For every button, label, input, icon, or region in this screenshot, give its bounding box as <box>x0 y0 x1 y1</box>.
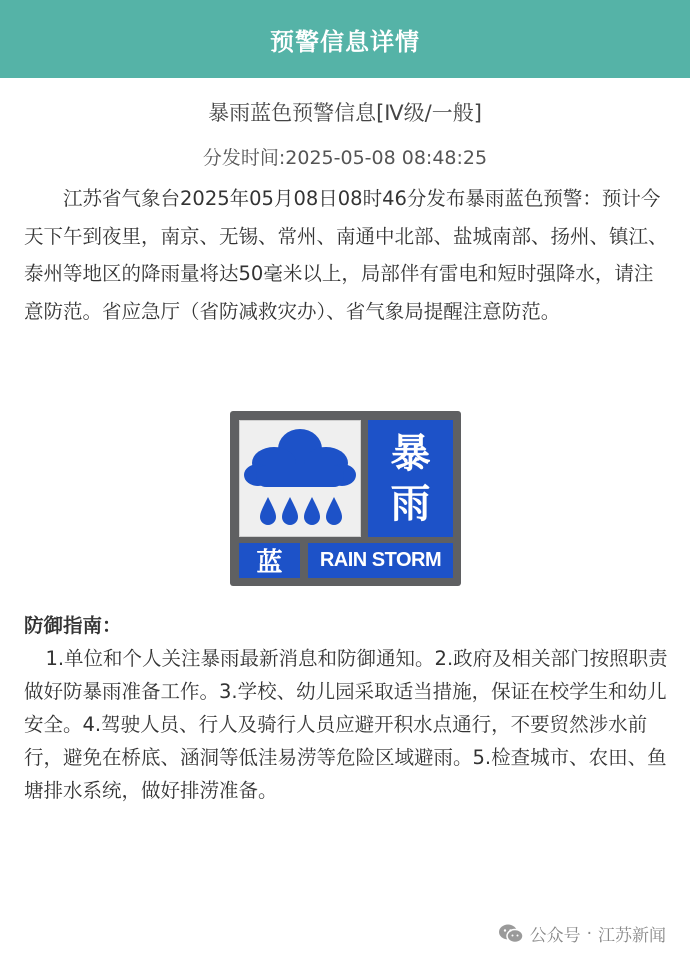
issue-time-label: 分发时间: <box>202 147 286 169</box>
warning-title: 暴雨蓝色预警信息[Ⅳ级/一般] <box>208 101 482 125</box>
rainstorm-warning-icon <box>230 411 461 586</box>
footer-source[interactable] <box>498 921 666 946</box>
footer-source-label: 公众号 <box>529 926 581 946</box>
warning-type-char-2: 雨 <box>390 480 431 527</box>
issue-time <box>0 143 690 170</box>
wechat-icon <box>498 923 524 945</box>
warning-english-label: RAIN STORM <box>308 543 453 578</box>
warning-body: 江苏省气象台2025年05月08日08时46分发布暴雨蓝色预警：预计今天下午到夜里，南京、无锡、常州、南通中北部、盐城南部、扬州、镇江、泰州等地区的降雨量将达50毫米以上，局部伴有雷电和短时强降水，请注意防范。省应急厅（省防减救灾办）、省气象局提醒注意防范。 <box>24 187 668 323</box>
defense-guide-text: 1.单位和个人关注暴雨最新消息和防御通知。2.政府及相关部门按照职责做好防暴雨准备工作。3.学校、幼儿园采取适当措施，保证在校学生和幼儿安全。4.驾驶人员、行人及骑行人员应避开积水点通行，不要贸然涉水前行，避免在桥底、涵洞等低洼易涝等危险区域避雨。5.检查城市、农田、鱼塘排水系统，做好排涝准备。 <box>24 647 668 802</box>
warning-type-char-1: 暴 <box>390 430 431 477</box>
page-header <box>0 0 690 78</box>
footer-separator: · <box>586 923 592 944</box>
defense-guide-heading: 防御指南： <box>24 614 122 637</box>
rain-cloud-icon <box>239 420 361 537</box>
page-title: 预警信息详情 <box>270 27 420 56</box>
issue-time-value: 2025-05-08 08:48:25 <box>285 147 488 169</box>
footer-account-name: 江苏新闻 <box>598 926 666 946</box>
warning-type-box <box>368 420 453 537</box>
warning-level-label: 蓝 <box>239 543 300 578</box>
